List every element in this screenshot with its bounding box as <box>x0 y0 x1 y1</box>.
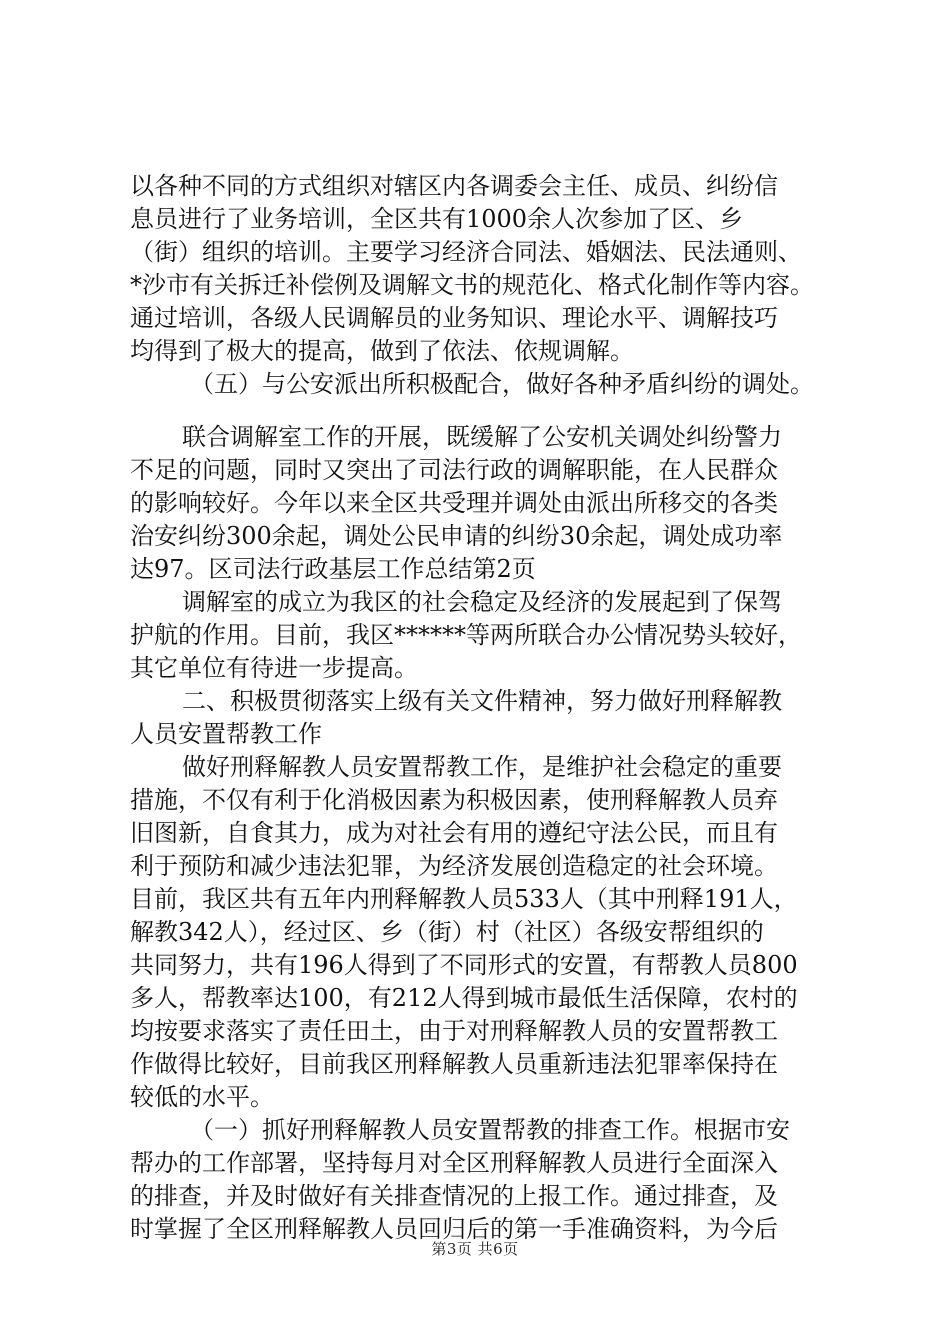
text-line: 帮办的工作部署，坚持每月对全区刑释解教人员进行全面深入 <box>130 1149 778 1177</box>
text-line: 息员进行了业务培训，全区共有1000余人次参加了区、乡 <box>130 205 744 233</box>
text-line: 措施，不仅有利于化消极因素为积极因素，使刑释解教人员弃 <box>130 786 778 814</box>
text-line: 均得到了极大的提高，做到了依法、依规调解。 <box>130 337 634 365</box>
text-line: 联合调解室工作的开展，既缓解了公安机关调处纠纷警力 <box>182 423 782 451</box>
text-line: 其它单位有待进一步提高。 <box>130 654 418 682</box>
text-line: 通过培训，各级人民调解员的业务知识、理论水平、调解技巧 <box>130 304 778 332</box>
text-line: 旧图新，自食其力，成为对社会有用的遵纪守法公民，而且有 <box>130 819 778 847</box>
text-line: 较低的水平。 <box>130 1083 274 1111</box>
text-line: 治安纠纷300余起，调处公民申请的纠纷30余起，调处成功率 <box>130 522 783 550</box>
text-line: 多人，帮教率达100，有212人得到城市最低生活保障，农村的 <box>130 984 798 1012</box>
text-line: 的排查，并及时做好有关排查情况的上报工作。通过排查，及 <box>130 1182 778 1210</box>
text-line: 的影响较好。今年以来全区共受理并调处由派出所移交的各类 <box>130 489 778 517</box>
text-line: 时掌握了全区刑释解教人员回归后的第一手准确资料，为今后 <box>130 1215 778 1243</box>
text-line: 作做得比较好，目前我区刑释解教人员重新违法犯罪率保持在 <box>130 1050 778 1078</box>
text-line: 利于预防和减少违法犯罪，为经济发展创造稳定的社会环境。 <box>130 852 778 880</box>
page-footer <box>0 1238 950 1259</box>
text-line: 护航的作用。目前，我区******等两所联合办公情况势头较好， <box>130 621 802 649</box>
text-line: 共同努力，共有196人得到了不同形式的安置，有帮教人员800 <box>130 951 798 979</box>
body-text <box>130 170 830 1246</box>
text-line: *沙市有关拆迁补偿例及调解文书的规范化、格式化制作等内容。 <box>130 271 814 299</box>
section-heading: 二、积极贯彻落实上级有关文件精神，努力做好刑释解教 <box>182 687 782 715</box>
text-line: 均按要求落实了责任田土，由于对刑释解教人员的安置帮教工 <box>130 1017 778 1045</box>
text-line: 目前，我区共有五年内刑释解教人员533人（其中刑释191人， <box>130 885 798 913</box>
page-number: 第3页 共6页 <box>431 1240 519 1258</box>
text-line: （街）组织的培训。主要学习经济合同法、婚姻法、民法通则、 <box>130 238 802 266</box>
paragraph-gap <box>130 401 830 421</box>
text-line: 达97。区司法行政基层工作总结第2页 <box>130 555 536 583</box>
text-line: 做好刑释解教人员安置帮教工作，是维护社会稳定的重要 <box>182 753 782 781</box>
section-heading: （五）与公安派出所积极配合，做好各种矛盾纠纷的调处。 <box>190 370 814 398</box>
text-line: 不足的问题，同时又突出了司法行政的调解职能，在人民群众 <box>130 456 778 484</box>
section-heading: 人员安置帮教工作 <box>130 720 322 748</box>
text-line: 以各种不同的方式组织对辖区内各调委会主任、成员、纠纷信 <box>130 172 778 200</box>
text-line: 调解室的成立为我区的社会稳定及经济的发展起到了保驾 <box>182 588 782 616</box>
text-line: 解教342人），经过区、乡（街）村（社区）各级安帮组织的 <box>130 918 764 946</box>
subsection-heading: （一）抓好刑释解教人员安置帮教的排查工作。根据市安 <box>190 1116 790 1144</box>
